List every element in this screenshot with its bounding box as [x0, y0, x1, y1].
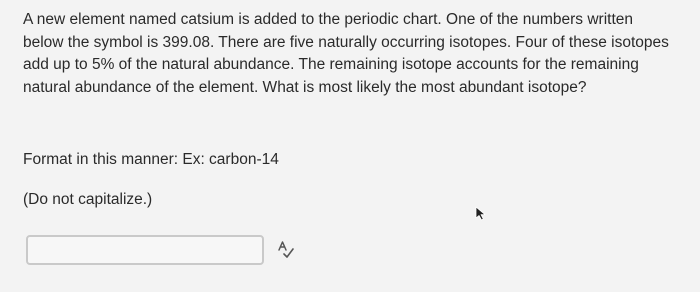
mouse-pointer-icon [475, 206, 489, 222]
format-instruction: Format in this manner: Ex: carbon-14 [23, 151, 279, 168]
question-text: A new element named catsium is added to the periodic chart. One of the numbers written below the symbol is 399.08. There are five naturally occurring isotopes. Four of these isotopes add up to 5% of the natural abundance. The remaining isotope accounts for the remaining natural abundance of the element. What is most likely the most abundant isotope? [23, 11, 669, 96]
capitalization-note: (Do not capitalize.) [23, 191, 153, 208]
spellcheck-icon[interactable] [276, 240, 298, 260]
answer-input[interactable] [26, 235, 264, 265]
